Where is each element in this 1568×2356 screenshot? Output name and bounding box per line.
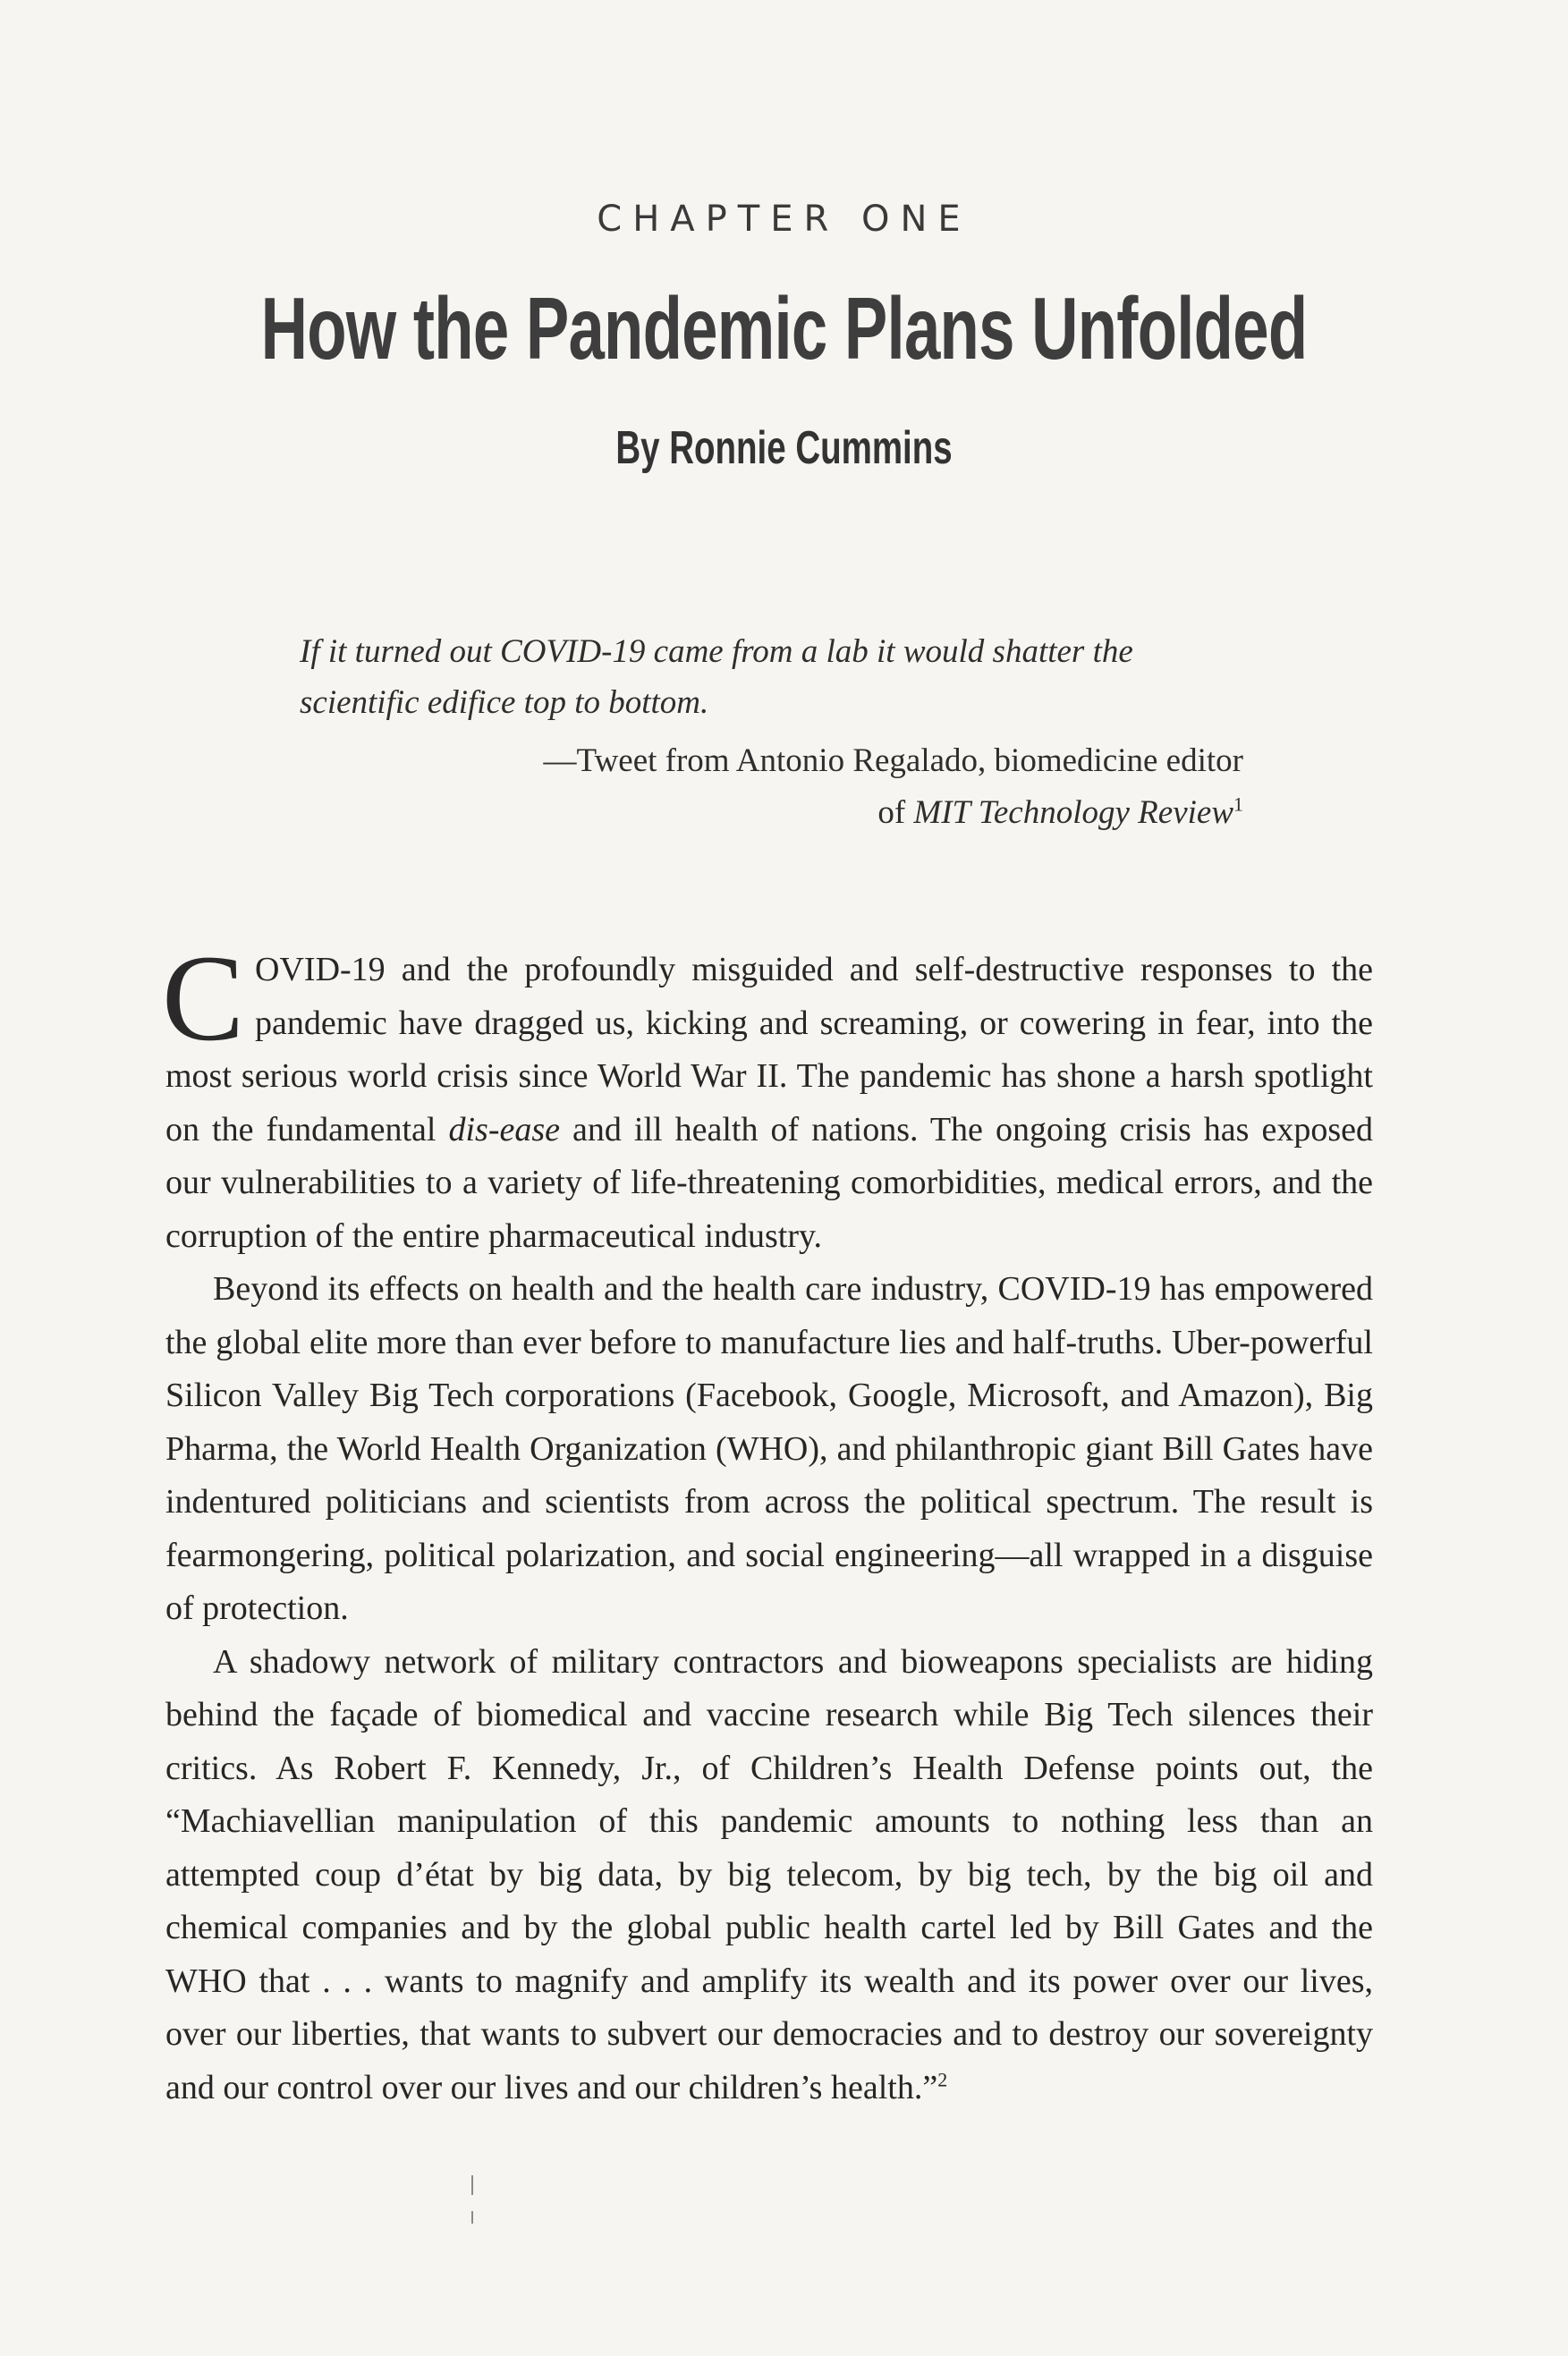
paragraph-2: Beyond its effects on health and the health care industry, COVID-19 has empowered the global elite more than ever before to manufacture lies and half-truths. Uber-powerful Silicon Valley Big Tech corporations (Facebook, Google, Microsoft, and Amazon), Big Pharma, the World Health Organization (WHO), and philanthropic giant Bill Gates have indentured politicians and scientists from across the political spectrum. The result is fearmongering, political polarization, and social engineering—all wrapped in a disguise of protection. <box>165 1270 1373 1627</box>
paragraph-3-text: A shadowy network of military contractors and bioweapons specialists are hiding behind the façade of biomedical and vaccine research while Big Tech silences their critics. As Robert F. Kennedy, Jr., of Children’s Health Defense points out, the “Machiavellian manipulation of this pandemic amounts to nothing less than an attempted coup d’état by big data, by big telecom, by big tech, by the big oil and chemical companies and by the global public health cartel led by Bill Gates and the WHO that . . . wants to magnify and amplify its wealth and its power over our lives, over our liberties, that wants to subvert our democracies and to destroy our sovereignty and our control over our lives and our children’s health.” <box>165 1642 1373 2106</box>
chapter-label: CHAPTER ONE <box>597 199 971 240</box>
scan-mark <box>471 2211 473 2224</box>
epigraph <box>300 626 1243 839</box>
paragraph-1 <box>162 929 1373 1263</box>
epigraph-attribution <box>300 735 1243 839</box>
scan-mark <box>471 2175 473 2195</box>
chapter-title: How the Pandemic Plans Unfolded <box>260 279 1308 377</box>
author-byline: By Ronnie Cummins <box>615 422 953 474</box>
footnote-ref-2: 2 <box>937 2067 948 2090</box>
attribution-source: —Tweet from Antonio Regalado, biomedicine editor <box>543 742 1243 779</box>
footnote-ref-1: 1 <box>1233 792 1243 816</box>
paragraph-3 <box>165 1636 1373 2115</box>
attribution-prefix: of <box>877 794 914 831</box>
paragraph-1-text-b: and ill health of nations. The ongoing crisis has exposed our vulnerabilities to a variety of life-threatening comorbidities, medical errors, and the corruption of the entire pharmaceutical industry. <box>165 1110 1373 1255</box>
chapter-body <box>162 929 1373 2114</box>
paragraph-1-text-a: OVID-19 and the profoundly misguided and self-destructive responses to the pandemic have dragged us, kicking and screaming, or cowering in fear, into the most serious world crisis since World War II. The pandemic has shone a harsh spotlight on the fundamental <box>165 951 1373 1148</box>
epigraph-quote: If it turned out COVID-19 came from a lab it would shatter the scientific edifice top to bottom. <box>300 633 1133 721</box>
attribution-publication: MIT Technology Review <box>913 794 1233 831</box>
paragraph-1-emphasis: dis-ease <box>448 1110 560 1148</box>
drop-cap: C <box>162 929 245 1066</box>
